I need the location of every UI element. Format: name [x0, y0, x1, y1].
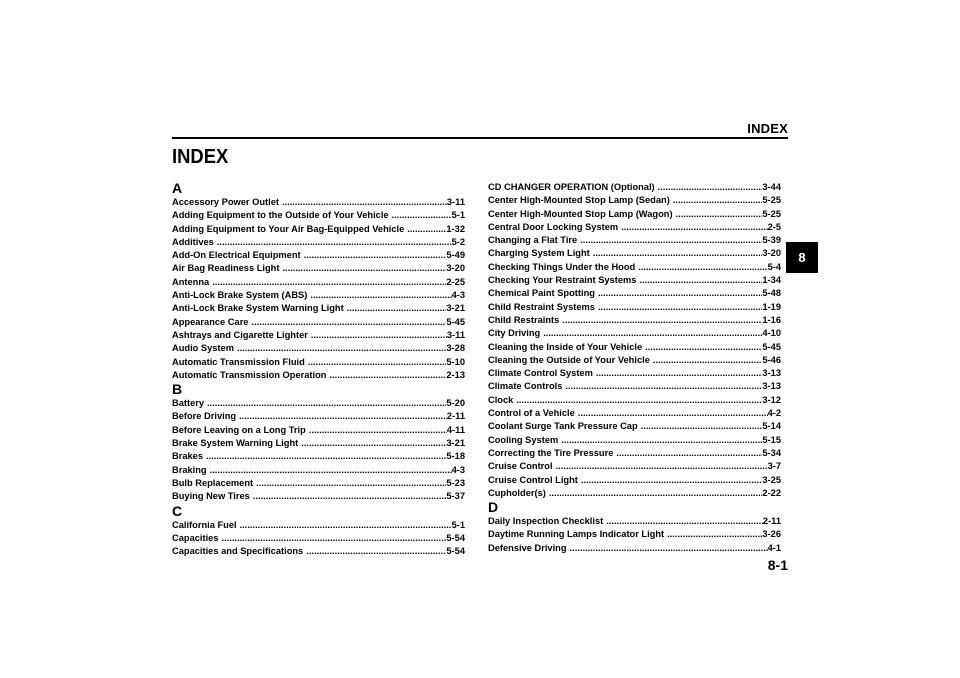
index-entry[interactable]: [488, 274, 781, 287]
dot-leader: [618, 221, 767, 234]
dot-leader: [673, 208, 763, 221]
index-entry[interactable]: [488, 354, 781, 367]
index-entry[interactable]: [172, 397, 465, 410]
index-entry-page: 3-25: [762, 474, 781, 485]
index-entry[interactable]: [172, 316, 465, 329]
index-entry-text: Control of a Vehicle: [488, 408, 575, 419]
index-entry[interactable]: [172, 302, 465, 315]
index-entry-text: Brakes: [172, 451, 204, 462]
index-entry[interactable]: [488, 194, 781, 207]
index-entry-page: 5-23: [446, 477, 465, 488]
dot-leader: [308, 329, 447, 342]
index-entry-text: Daytime Running Lamps Indicator Light: [488, 529, 665, 540]
dot-leader: [670, 194, 763, 207]
index-entry-text: Cruise Control: [488, 461, 553, 472]
index-entry[interactable]: [488, 542, 781, 555]
index-entry-text: Center High-Mounted Stop Lamp (Sedan): [488, 195, 670, 206]
index-entry[interactable]: [172, 249, 465, 262]
dot-leader: [219, 532, 447, 545]
dot-leader: [595, 287, 762, 300]
index-entry-text: Brake System Warning Light: [172, 438, 299, 449]
index-entry-text: Appearance Care: [172, 316, 249, 327]
dot-leader: [344, 302, 447, 315]
index-entry-page: 4-3: [451, 290, 465, 301]
index-entry-page: 3-20: [446, 263, 465, 274]
index-entry-text: Capacities and Specifications: [172, 546, 304, 557]
dot-leader: [298, 437, 446, 450]
dot-leader: [404, 223, 446, 236]
index-column-right: [488, 181, 781, 555]
index-entry-page: 4-3: [451, 464, 465, 475]
index-entry-text: Accessory Power Outlet: [172, 197, 279, 207]
index-entry[interactable]: [172, 209, 465, 222]
index-entry-text: Checking Things Under the Hood: [488, 261, 636, 272]
index-entry[interactable]: [488, 528, 781, 541]
index-entry-text: Cooling System: [488, 434, 559, 445]
dot-leader: [279, 262, 446, 275]
running-header-title: INDEX: [747, 121, 788, 136]
index-entry-text: Battery: [172, 398, 205, 409]
index-entry[interactable]: [488, 221, 781, 234]
index-entry-text: Antenna: [172, 276, 210, 287]
index-entry-page: 5-48: [762, 288, 781, 299]
index-entry-text: Anti-Lock Brake System (ABS): [172, 290, 308, 301]
dot-leader: [306, 424, 447, 437]
index-entry[interactable]: [172, 329, 465, 342]
header-rule: [172, 137, 788, 139]
index-entry-page: 3-13: [762, 368, 781, 379]
index-entry-text: Climate Controls: [488, 381, 563, 392]
index-entry-page: 3-21: [446, 303, 465, 314]
dot-leader: [636, 274, 762, 287]
index-entry[interactable]: [488, 515, 781, 528]
index-entry-page: 3-28: [446, 343, 465, 354]
index-entry[interactable]: [172, 276, 465, 289]
dot-leader: [513, 394, 762, 407]
index-entry-page: 2-11: [762, 516, 781, 527]
index-entry-page: 4-2: [767, 408, 781, 419]
dot-leader: [553, 460, 768, 473]
index-entry[interactable]: [172, 437, 465, 450]
dot-leader: [207, 464, 452, 477]
index-entry-text: Bulb Replacement: [172, 477, 254, 488]
dot-leader: [650, 354, 763, 367]
index-entry-page: 2-11: [446, 411, 465, 422]
index-entry-text: Checking Your Restraint Systems: [488, 275, 637, 286]
index-entry-text: CD CHANGER OPERATION (Optional): [488, 182, 655, 192]
index-entry[interactable]: [488, 234, 781, 247]
index-entry-text: Defensive Driving: [488, 542, 567, 553]
index-entry-page: 3-20: [762, 248, 781, 259]
index-entry[interactable]: [488, 460, 781, 473]
dot-leader: [603, 515, 763, 528]
dot-leader: [635, 261, 767, 274]
index-entry-page: 1-19: [762, 301, 781, 312]
index-entry-page: 5-45: [446, 316, 465, 327]
index-entry[interactable]: [172, 223, 465, 236]
index-entry-text: Correcting the Tire Pressure: [488, 447, 614, 458]
dot-leader: [593, 367, 763, 380]
index-entry[interactable]: [488, 380, 781, 393]
dot-leader: [389, 209, 452, 222]
index-entry-text: City Driving: [488, 328, 541, 339]
index-entry-text: Adding Equipment to Your Air Bag-Equipped Vehicle: [172, 223, 405, 234]
index-entry-page: 5-14: [762, 421, 781, 432]
index-entry-text: Changing a Flat Tire: [488, 235, 578, 246]
dot-leader: [613, 447, 762, 460]
index-entry-page: 3-44: [762, 182, 781, 192]
dot-leader: [307, 289, 451, 302]
index-entry[interactable]: [488, 314, 781, 327]
index-entry-text: Braking: [172, 464, 207, 475]
index-entry-page: 5-54: [446, 546, 465, 557]
dot-leader: [642, 341, 762, 354]
index-entry[interactable]: [488, 301, 781, 314]
dot-leader: [214, 236, 452, 249]
index-entry-page: 4-1: [767, 542, 781, 553]
dot-leader: [558, 434, 762, 447]
index-entry-text: Capacities: [172, 532, 219, 543]
index-entry-page: 3-26: [762, 529, 781, 540]
index-entry-page: 2-22: [762, 487, 781, 498]
index-letter-heading: B: [172, 381, 183, 398]
index-entry-page: 2-13: [446, 369, 465, 380]
index-entry-text: Additives: [172, 236, 214, 247]
index-entry[interactable]: [488, 181, 781, 194]
index-entry-page: 2-25: [446, 276, 465, 287]
dot-leader: [234, 342, 446, 355]
index-entry-page: 5-45: [762, 341, 781, 352]
dot-leader: [250, 490, 447, 503]
index-entry-text: Child Restraint Systems: [488, 301, 595, 312]
index-entry[interactable]: [488, 394, 781, 407]
index-entry-page: 5-1: [451, 519, 465, 530]
index-entry-page: 1-34: [762, 275, 781, 286]
index-entry-page: 3-13: [762, 381, 781, 392]
index-entry-text: Ashtrays and Cigarette Lighter: [172, 329, 308, 340]
index-entry-page: 5-2: [451, 236, 465, 247]
dot-leader: [301, 249, 447, 262]
index-entry-page: 5-18: [446, 451, 465, 462]
index-entry-page: 3-11: [446, 197, 465, 207]
index-entry-text: Automatic Transmission Fluid: [172, 356, 305, 367]
index-entry[interactable]: [488, 341, 781, 354]
index-entry-text: California Fuel: [172, 519, 237, 530]
index-entry[interactable]: [172, 196, 465, 209]
index-entry[interactable]: [488, 407, 781, 420]
index-entry[interactable]: [488, 367, 781, 380]
index-entry[interactable]: [488, 487, 781, 500]
index-entry-page: 3-7: [767, 461, 781, 472]
index-entry-text: Anti-Lock Brake System Warning Light: [172, 303, 344, 314]
index-entry-page: 5-49: [446, 250, 465, 261]
index-entry-page: 1-32: [446, 223, 465, 234]
index-entry[interactable]: [172, 262, 465, 275]
index-entry[interactable]: [172, 356, 465, 369]
index-entry[interactable]: [488, 261, 781, 274]
index-entry[interactable]: [172, 464, 465, 477]
dot-leader: [638, 420, 763, 433]
index-entry[interactable]: [172, 450, 465, 463]
index-entry[interactable]: [488, 287, 781, 300]
dot-leader: [248, 316, 446, 329]
index-entry-page: 5-4: [767, 261, 781, 272]
dot-leader: [575, 407, 768, 420]
dot-leader: [664, 528, 762, 541]
index-letter-heading: D: [488, 499, 499, 516]
index-entry-page: 5-10: [446, 356, 465, 367]
index-entry-page: 4-10: [762, 328, 781, 339]
dot-leader: [655, 181, 763, 194]
dot-leader: [237, 519, 452, 532]
dot-leader: [253, 477, 446, 490]
index-entry-page: 3-21: [446, 438, 465, 449]
index-entry-text: Center High-Mounted Stop Lamp (Wagon): [488, 208, 673, 219]
index-entry-text: Cleaning the Inside of Your Vehicle: [488, 341, 643, 352]
index-entry-page: 5-54: [446, 532, 465, 543]
dot-leader: [567, 542, 768, 555]
index-entry-page: 1-16: [762, 314, 781, 325]
dot-leader: [204, 397, 446, 410]
dot-leader: [279, 196, 447, 209]
index-entry-text: Before Leaving on a Long Trip: [172, 424, 306, 435]
index-entry-text: Automatic Transmission Operation: [172, 369, 327, 380]
index-entry[interactable]: [172, 545, 465, 558]
dot-leader: [305, 356, 447, 369]
index-entry[interactable]: [172, 532, 465, 545]
section-tab: 8: [786, 242, 818, 273]
index-entry[interactable]: [172, 424, 465, 437]
page-number: 8-1: [767, 557, 788, 573]
index-entry-text: Coolant Surge Tank Pressure Cap: [488, 421, 638, 432]
index-entry-text: Audio System: [172, 343, 234, 354]
index-entry-text: Chemical Paint Spotting: [488, 288, 595, 299]
dot-leader: [303, 545, 446, 558]
index-entry-text: Air Bag Readiness Light: [172, 263, 280, 274]
index-entry-page: 5-25: [762, 195, 781, 206]
index-entry[interactable]: [488, 420, 781, 433]
dot-leader: [236, 410, 447, 423]
index-entry-text: Charging System Light: [488, 248, 590, 259]
index-entry[interactable]: [488, 447, 781, 460]
index-entry-page: 5-25: [762, 208, 781, 219]
index-entry-text: Add-On Electrical Equipment: [172, 250, 301, 261]
index-letter-heading: C: [172, 502, 183, 519]
dot-leader: [559, 314, 762, 327]
dot-leader: [326, 369, 446, 382]
index-entry[interactable]: [488, 434, 781, 447]
index-entry-page: 2-5: [767, 221, 781, 232]
index-entry[interactable]: [488, 247, 781, 260]
index-entry[interactable]: [172, 477, 465, 490]
dot-leader: [540, 327, 762, 340]
dot-leader: [546, 487, 763, 500]
index-entry-page: 5-20: [446, 398, 465, 409]
index-entry[interactable]: [488, 208, 781, 221]
dot-leader: [590, 247, 763, 260]
index-letter-heading: A: [172, 180, 183, 196]
index-entry-text: Daily Inspection Checklist: [488, 516, 604, 527]
dot-leader: [562, 380, 762, 393]
dot-leader: [577, 234, 762, 247]
index-entry-text: Before Driving: [172, 411, 237, 422]
index-entry[interactable]: [172, 410, 465, 423]
index-entry-text: Child Restraints: [488, 314, 560, 325]
index-entry-text: Buying New Tires: [172, 491, 250, 502]
index-entry[interactable]: [172, 342, 465, 355]
page-title: INDEX: [172, 146, 229, 168]
index-entry[interactable]: [172, 490, 465, 503]
index-entry-page: 5-1: [451, 210, 465, 221]
index-entry-page: 4-11: [446, 424, 465, 435]
index-entry-page: 5-34: [762, 447, 781, 458]
dot-leader: [578, 474, 763, 487]
index-entry-page: 3-12: [762, 394, 781, 405]
index-entry[interactable]: [488, 327, 781, 340]
index-entry-text: Adding Equipment to the Outside of Your Vehicle: [172, 210, 389, 221]
index-entry-text: Central Door Locking System: [488, 221, 619, 232]
index-entry-text: Cruise Control Light: [488, 474, 578, 485]
dot-leader: [203, 450, 446, 463]
index-entry[interactable]: [172, 289, 465, 302]
index-entry-text: Cupholder(s): [488, 487, 546, 498]
index-entry-page: 5-39: [762, 235, 781, 246]
index-entry[interactable]: [172, 519, 465, 532]
index-entry-page: 3-11: [446, 329, 465, 340]
index-entry[interactable]: [172, 236, 465, 249]
index-entry-page: 5-46: [762, 354, 781, 365]
index-entry-text: Cleaning the Outside of Your Vehicle: [488, 354, 650, 365]
index-entry-text: Clock: [488, 394, 514, 405]
index-entry[interactable]: [488, 474, 781, 487]
index-entry[interactable]: [172, 369, 465, 382]
dot-leader: [209, 276, 446, 289]
index-entry-text: Climate Control System: [488, 368, 593, 379]
index-entry-page: 5-37: [446, 491, 465, 502]
index-column-left: [172, 181, 465, 558]
index-entry-page: 5-15: [762, 434, 781, 445]
dot-leader: [595, 301, 762, 314]
